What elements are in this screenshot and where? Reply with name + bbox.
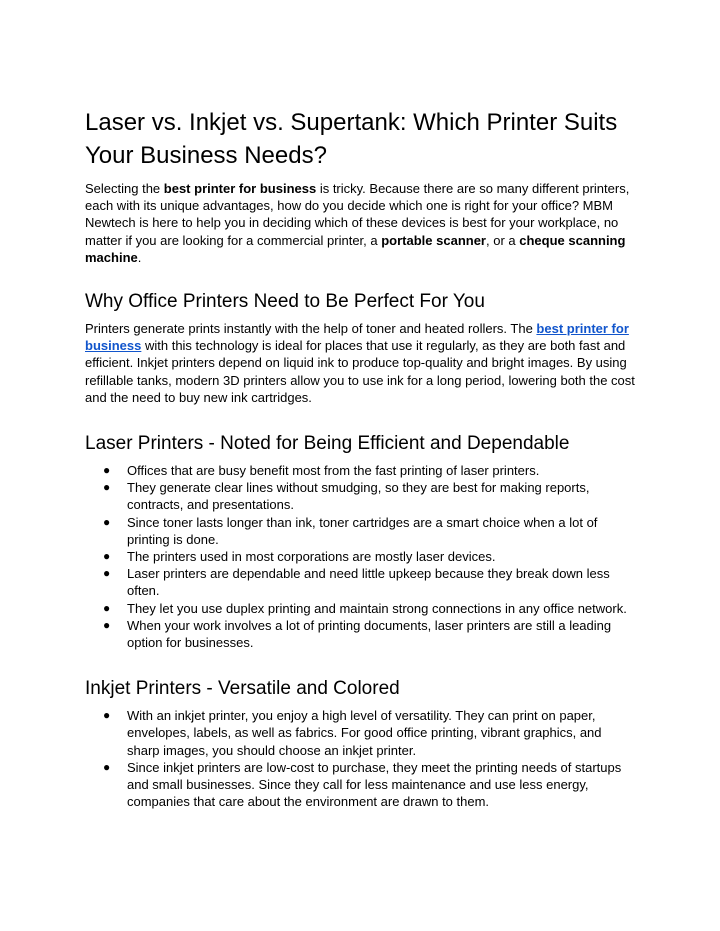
bullet-icon: ● [103, 617, 111, 632]
intro-text-4: . [137, 249, 142, 265]
section-why-office-printers [85, 290, 637, 406]
list-item [85, 462, 637, 479]
bullet-icon: ● [103, 514, 111, 529]
list-item-text: They let you use duplex printing and maintain strong connections in any office network. [127, 600, 627, 616]
page-title: Laser vs. Inkjet vs. Supertank: Which Printer Suits Your Business Needs? [85, 109, 618, 169]
list-item [85, 707, 637, 759]
bullet-icon: ● [103, 759, 111, 774]
bullet-icon: ● [103, 549, 111, 564]
list-item [85, 617, 637, 651]
intro-text-2: is tricky. Because there are so many different printers, each with its unique advantages, how do you decide which one is right for your office? MBM Newtech is here to help you in deciding which of these devices is best for your workplace, no matter if you are looking for a commercial printer, a [85, 181, 630, 248]
section-heading: Inkjet Printers - Versatile and Colored [85, 678, 400, 700]
intro-text-1: Selecting the [85, 181, 164, 196]
list-item-text: When your work involves a lot of printing documents, laser printers are still a leading option for businesses. [127, 617, 612, 651]
bullet-list [85, 707, 637, 810]
list-item [85, 600, 637, 617]
list-item-text: With an inkjet printer, you enjoy a high level of versatility. They can print on paper, envelopes, labels, as well as fabrics. For good office printing, vibrant graphics, and sharp images, you should choose an inkjet printer. [127, 708, 602, 758]
list-item-text: Offices that are busy benefit most from the fast printing of laser printers. [127, 463, 540, 479]
intro-paragraph [85, 180, 637, 266]
section-inkjet-printers [85, 677, 637, 810]
intro-text-3: , or a [486, 232, 520, 248]
section-heading: Laser Printers - Noted for Being Efficient and Dependable [85, 433, 570, 455]
intro-bold-3: cheque scanning machine [85, 232, 626, 265]
document-page [85, 106, 637, 810]
best-printer-link[interactable]: best printer for business [85, 321, 629, 354]
bullet-icon: ● [103, 600, 111, 615]
bullet-icon: ● [103, 480, 111, 495]
list-item [85, 514, 637, 548]
bullet-icon: ● [103, 708, 111, 723]
bullet-icon: ● [103, 566, 111, 581]
bullet-list [85, 462, 637, 651]
section-heading: Why Office Printers Need to Be Perfect For You [85, 291, 485, 313]
list-item-text: Since toner lasts longer than ink, toner cartridges are a smart choice when a lot of printing is done. [127, 514, 598, 547]
section-laser-printers [85, 432, 637, 651]
section1-text-2: with this technology is ideal for places that use it regularly, as they are both fast and efficient. Inkjet printers depend on liquid ink to produce top-quality and bright images. By using refillable tanks, modern 3D printers allow you to use ink for a long period, lowering both the cost and the need to buy new ink cartridges. [85, 338, 635, 405]
section-paragraph [85, 320, 637, 406]
list-item-text: The printers used in most corporations are mostly laser devices. [127, 549, 496, 565]
list-item [85, 479, 637, 513]
section1-text-1: Printers generate prints instantly with the help of toner and heated rollers. The [85, 321, 537, 337]
list-item-text: Laser printers are dependable and need little upkeep because they break down less often. [127, 566, 610, 599]
bullet-icon: ● [103, 463, 111, 478]
list-item [85, 565, 637, 599]
list-item-text: They generate clear lines without smudging, so they are best for making reports, contracts, and presentations. [127, 480, 590, 513]
list-item [85, 759, 637, 811]
list-item [85, 548, 637, 565]
list-item-text: Since inkjet printers are low-cost to purchase, they meet the printing needs of startups and small businesses. Since they call for less maintenance and use less energy, companies that care about the environment are drawn to them. [127, 759, 622, 810]
intro-bold-1: best printer for business [163, 181, 317, 196]
intro-bold-2: portable scanner [381, 232, 486, 248]
